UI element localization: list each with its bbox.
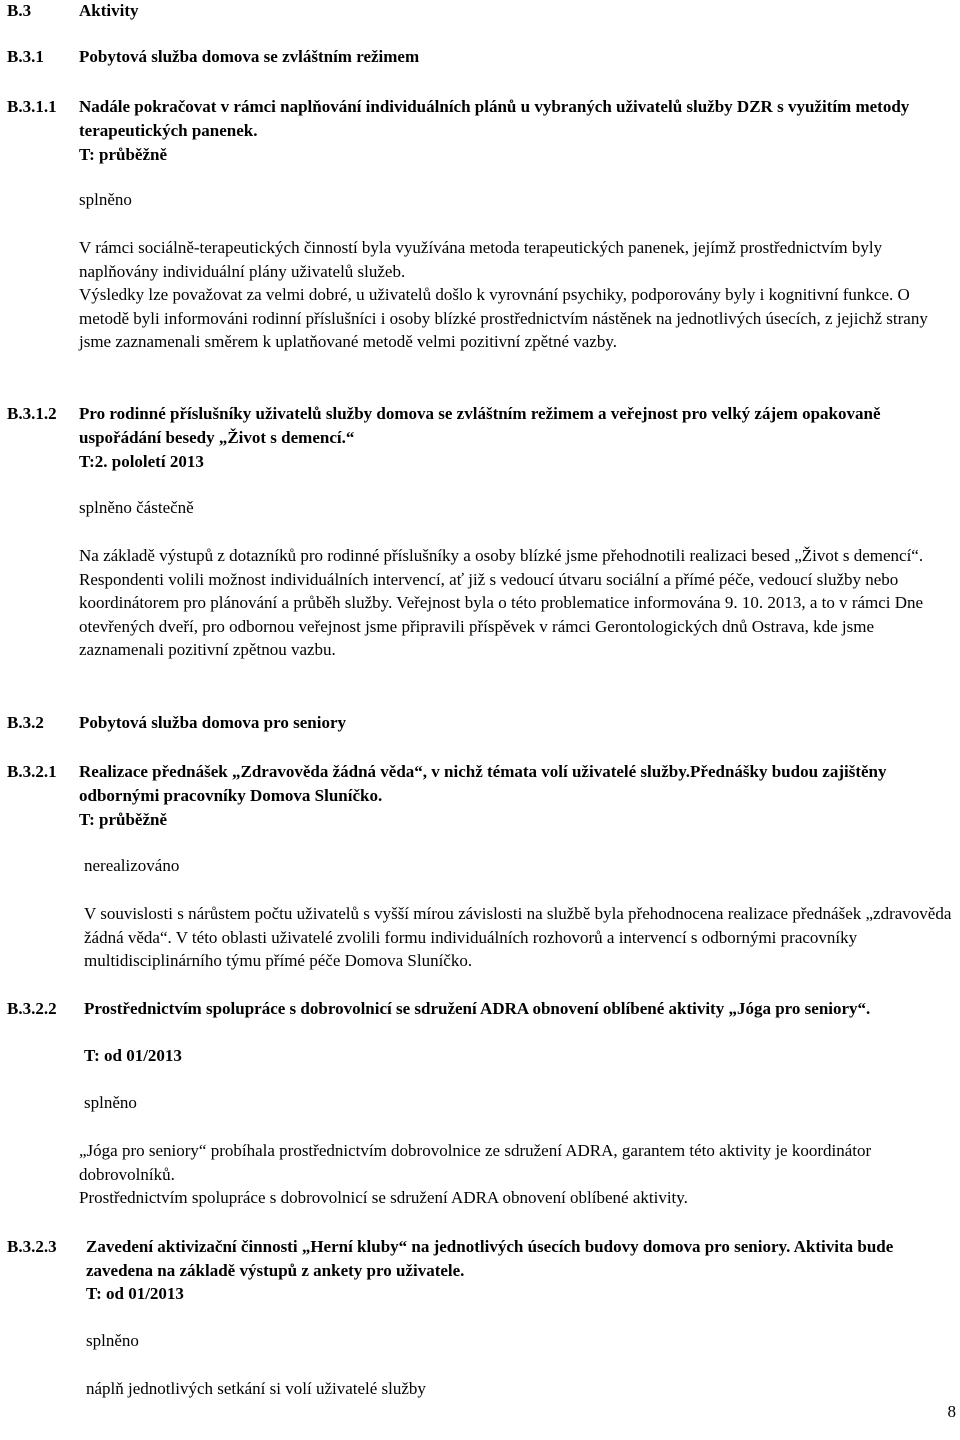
heading-number: B.3.2	[7, 713, 44, 732]
item-b312-term: T:2. pololetí 2013	[79, 452, 204, 471]
item-title: Realizace přednášek „Zdravověda žádná věda“, v nichž témata volí uživatelé služby.Přednášky budou zajištěny odbornými pracovníky Domova Sluníčko.	[79, 762, 887, 805]
paragraph: V rámci sociálně-terapeutických činností byla využívána metoda terapeutických panenek, jejímž prostřednictvím byly naplňovány individuální plány uživatelů služeb.	[79, 238, 883, 281]
heading-title: Aktivity	[79, 1, 139, 20]
item-number: B.3.1.1	[7, 97, 57, 116]
paragraph: náplň jednotlivých setkání si volí uživatelé služby	[86, 1379, 426, 1398]
heading-b3	[7, 0, 952, 23]
paragraph: Na základě výstupů z dotazníků pro rodinné příslušníky a osoby blízké jsme přehodnotili realizaci besed „Život s demencí“. Respondenti volili možnost individuálních intervencí, ať již s vedoucí útvaru sociální a přímé péče, vedoucí služby nebo koordinátorem pro plánování a průběh služby. Veřejnost byla o této problematice informována 9. 10. 2013, a to v rámci Dne otevřených dveří, pro odbornou veřejnost jsme připravili příspěvek v rámci Gerontologických dnů Ostrava, kde jsme zaznamenali pozitivní zpětnou vazbu.	[79, 546, 924, 659]
heading-b31	[7, 45, 952, 69]
item-b312-heading	[7, 402, 952, 450]
heading-title: Pobytová služba domova se zvláštním režimem	[79, 47, 420, 66]
item-title: Zavedení aktivizační činnosti „Herní kluby“ na jednotlivých úsecích budovy domova pro seniory. Aktivita bude zavedena na základě výstupů z ankety pro uživatele.	[86, 1237, 894, 1280]
item-number: B.3.1.2	[7, 404, 57, 423]
heading-title: Pobytová služba domova pro seniory	[79, 713, 346, 732]
item-b323-status: splněno	[86, 1331, 139, 1350]
item-b311-term: T: průběžně	[79, 145, 167, 164]
item-b321-heading	[7, 760, 952, 808]
item-b321-description	[84, 902, 952, 973]
item-title: Prostřednictvím spolupráce s dobrovolnicí se sdružení ADRA obnovení oblíbené aktivity „Jóga pro seniory“.	[84, 999, 871, 1018]
item-b322-heading	[7, 997, 952, 1045]
item-title: Nadále pokračovat v rámci naplňování individuálních plánů u vybraných uživatelů služby DZR s využitím metody terapeutických panenek.	[79, 97, 910, 140]
item-b322-term: T: od 01/2013	[84, 1046, 182, 1065]
paragraph: „Jóga pro seniory“ probíhala prostřednictvím dobrovolnice ze sdružení ADRA, garantem této aktivity je koordinátor dobrovolníků.	[79, 1141, 872, 1184]
item-b321-term: T: průběžně	[79, 810, 167, 829]
paragraph: V souvislosti s nárůstem počtu uživatelů s vyšší mírou závislosti na službě byla přehodnocena realizace přednášek „zdravověda žádná věda“. V této oblasti uživatelé zvolili formu individuálních rozhovorů a intervencí s odbornými pracovníky multidisciplinárního týmu přímé péče Domova Sluníčko.	[84, 904, 952, 970]
page-number: 8	[947, 1402, 956, 1421]
item-b322-status: splněno	[84, 1093, 137, 1112]
item-number: B.3.2.2	[7, 999, 57, 1018]
paragraph: Výsledky lze považovat za velmi dobré, u uživatelů došlo k vyrovnání psychiky, podporovány byly i kognitivní funkce. O metodě byli informováni rodinní příslušníci i osoby blízké prostřednictvím nástěnek na jednotlivých úsecích, z jejichž strany jsme zaznamenali směrem k uplatňované metodě velmi pozitivní zpětné vazby.	[79, 285, 928, 351]
heading-number: B.3	[7, 1, 32, 20]
item-b311-description	[79, 236, 952, 354]
item-b323-term: T: od 01/2013	[86, 1284, 184, 1303]
item-b312-status: splněno částečně	[79, 498, 194, 517]
heading-b32	[7, 711, 952, 735]
item-b322-description	[79, 1139, 952, 1210]
item-b312-description	[79, 544, 952, 662]
paragraph: Prostřednictvím spolupráce s dobrovolnicí se sdružení ADRA obnovení oblíbené aktivity.	[79, 1188, 688, 1207]
heading-number: B.3.1	[7, 47, 44, 66]
item-b323-description	[86, 1377, 952, 1401]
item-number: B.3.2.3	[7, 1237, 57, 1256]
item-b321-status: nerealizováno	[84, 856, 180, 875]
item-b311-heading	[7, 95, 952, 143]
item-title: Pro rodinné příslušníky uživatelů služby domova se zvláštním režimem a veřejnost pro velký zájem opakovaně uspořádání besedy „Život s demencí.“	[79, 404, 881, 447]
item-b311-status: splněno	[79, 190, 132, 209]
item-number: B.3.2.1	[7, 762, 57, 781]
item-b323-heading	[7, 1235, 952, 1283]
